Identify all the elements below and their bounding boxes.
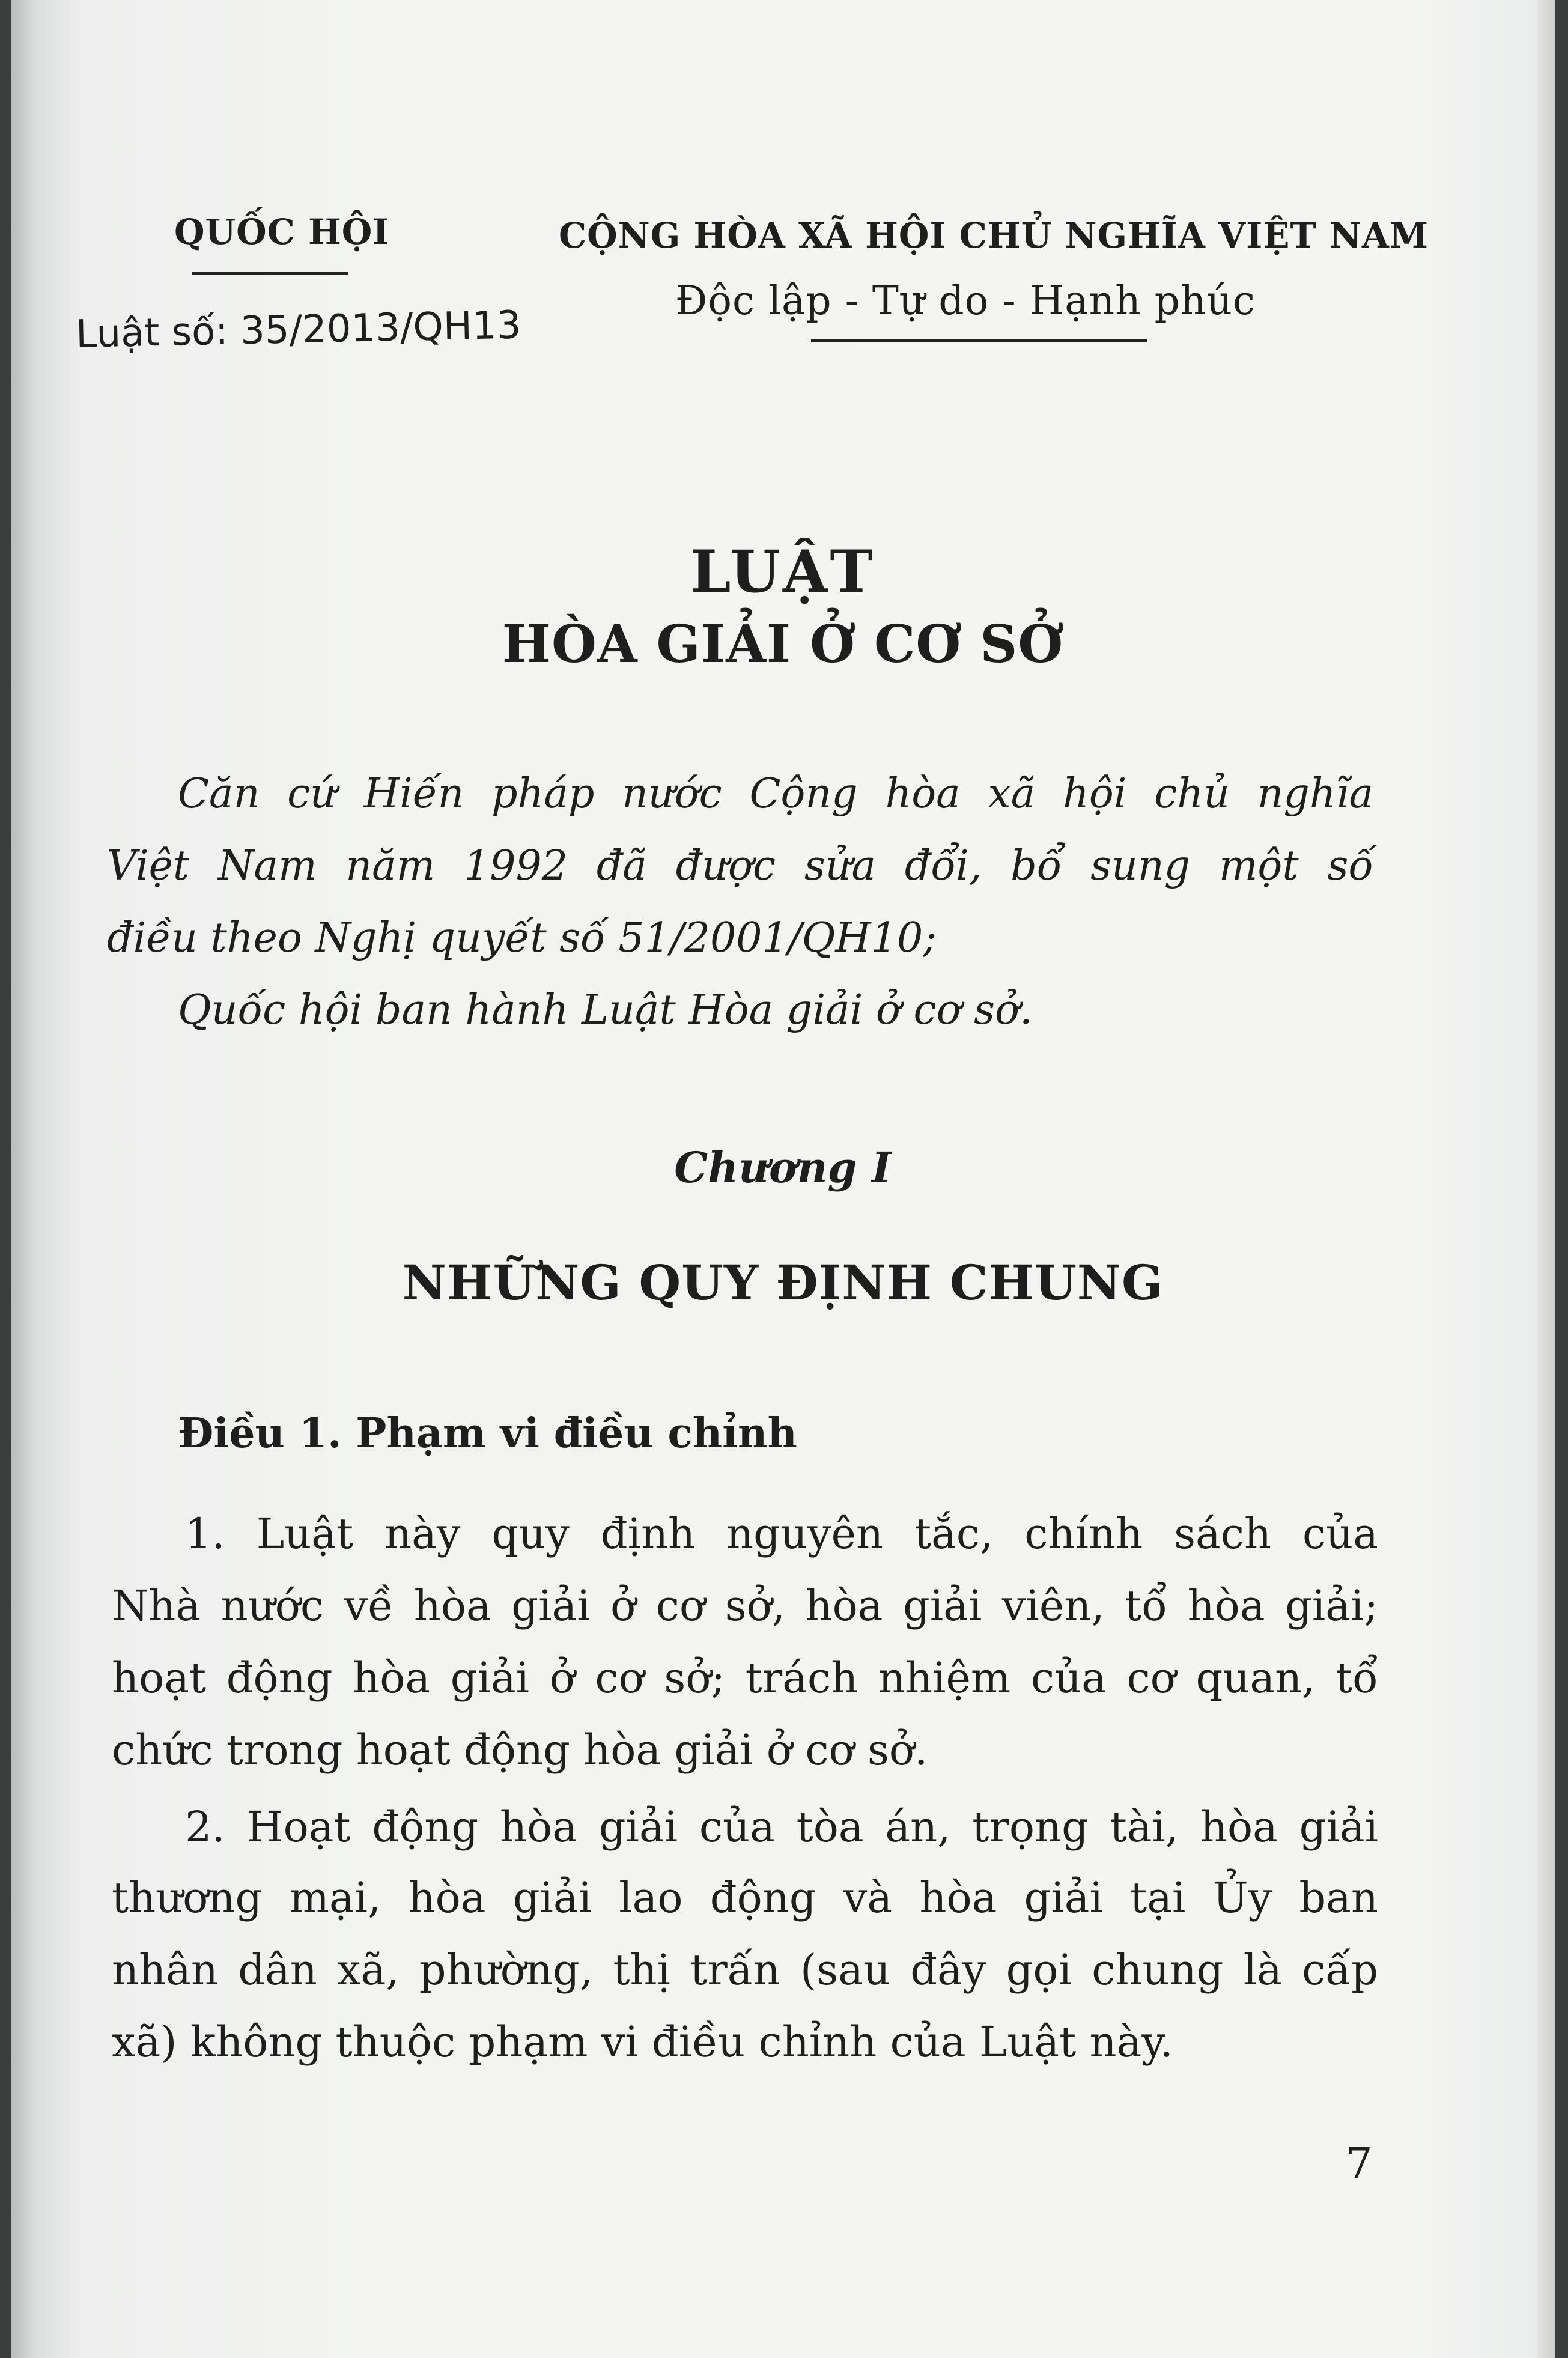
article-line: 2. Hoạt động hòa giải của tòa án, trọng tài, hòa giải: [185, 1802, 1378, 1852]
document-page: [11, 0, 1555, 2358]
preamble-line: Căn cứ Hiến pháp nước Cộng hòa xã hội chủ nghĩa: [178, 770, 1373, 818]
article-line: xã) không thuộc phạm vi điều chỉnh của Luật này.: [112, 2017, 1173, 2067]
article-line: thương mại, hòa giải lao động và hòa giải tại Ủy ban: [112, 1873, 1378, 1922]
article-heading: Điều 1. Phạm vi điều chỉnh: [178, 1409, 797, 1457]
chapter-title: NHỮNG QUY ĐỊNH CHUNG: [402, 1254, 1164, 1311]
issuer-underline: [192, 272, 348, 275]
article-line: hoạt động hòa giải ở cơ sở; trách nhiệm của cơ quan, tổ: [112, 1653, 1378, 1703]
article-line: Nhà nước về hòa giải ở cơ sở, hòa giải viên, tổ hòa giải;: [112, 1581, 1378, 1630]
article-line: nhân dân xã, phường, thị trấn (sau đây gọi chung là cấp: [112, 1945, 1378, 1995]
article-line: chức trong hoạt động hòa giải ở cơ sở.: [112, 1725, 928, 1775]
page-number: 7: [1346, 2139, 1373, 2188]
issuer-name: QUỐC HỘI: [174, 211, 390, 252]
republic-name: CỘNG HÒA XÃ HỘI CHỦ NGHĨA VIỆT NAM: [559, 215, 1429, 256]
preamble-line: Việt Nam năm 1992 đã được sửa đổi, bổ sung một số: [107, 842, 1373, 890]
article-line: 1. Luật này quy định nguyên tắc, chính sách của: [185, 1509, 1378, 1558]
document-title: LUẬT: [690, 538, 875, 606]
preamble-line: điều theo Nghị quyết số 51/2001/QH10;: [107, 914, 937, 962]
chapter-number: Chương I: [674, 1143, 892, 1193]
law-number: Luật số: 35/2013/QH13: [75, 303, 522, 357]
document-subtitle: HÒA GIẢI Ở CƠ SỞ: [502, 614, 1064, 675]
preamble-line: Quốc hội ban hành Luật Hòa giải ở cơ sở.: [178, 986, 1033, 1034]
motto-underline: [811, 339, 1147, 342]
motto: Độc lập - Tự do - Hạnh phúc: [675, 278, 1256, 324]
